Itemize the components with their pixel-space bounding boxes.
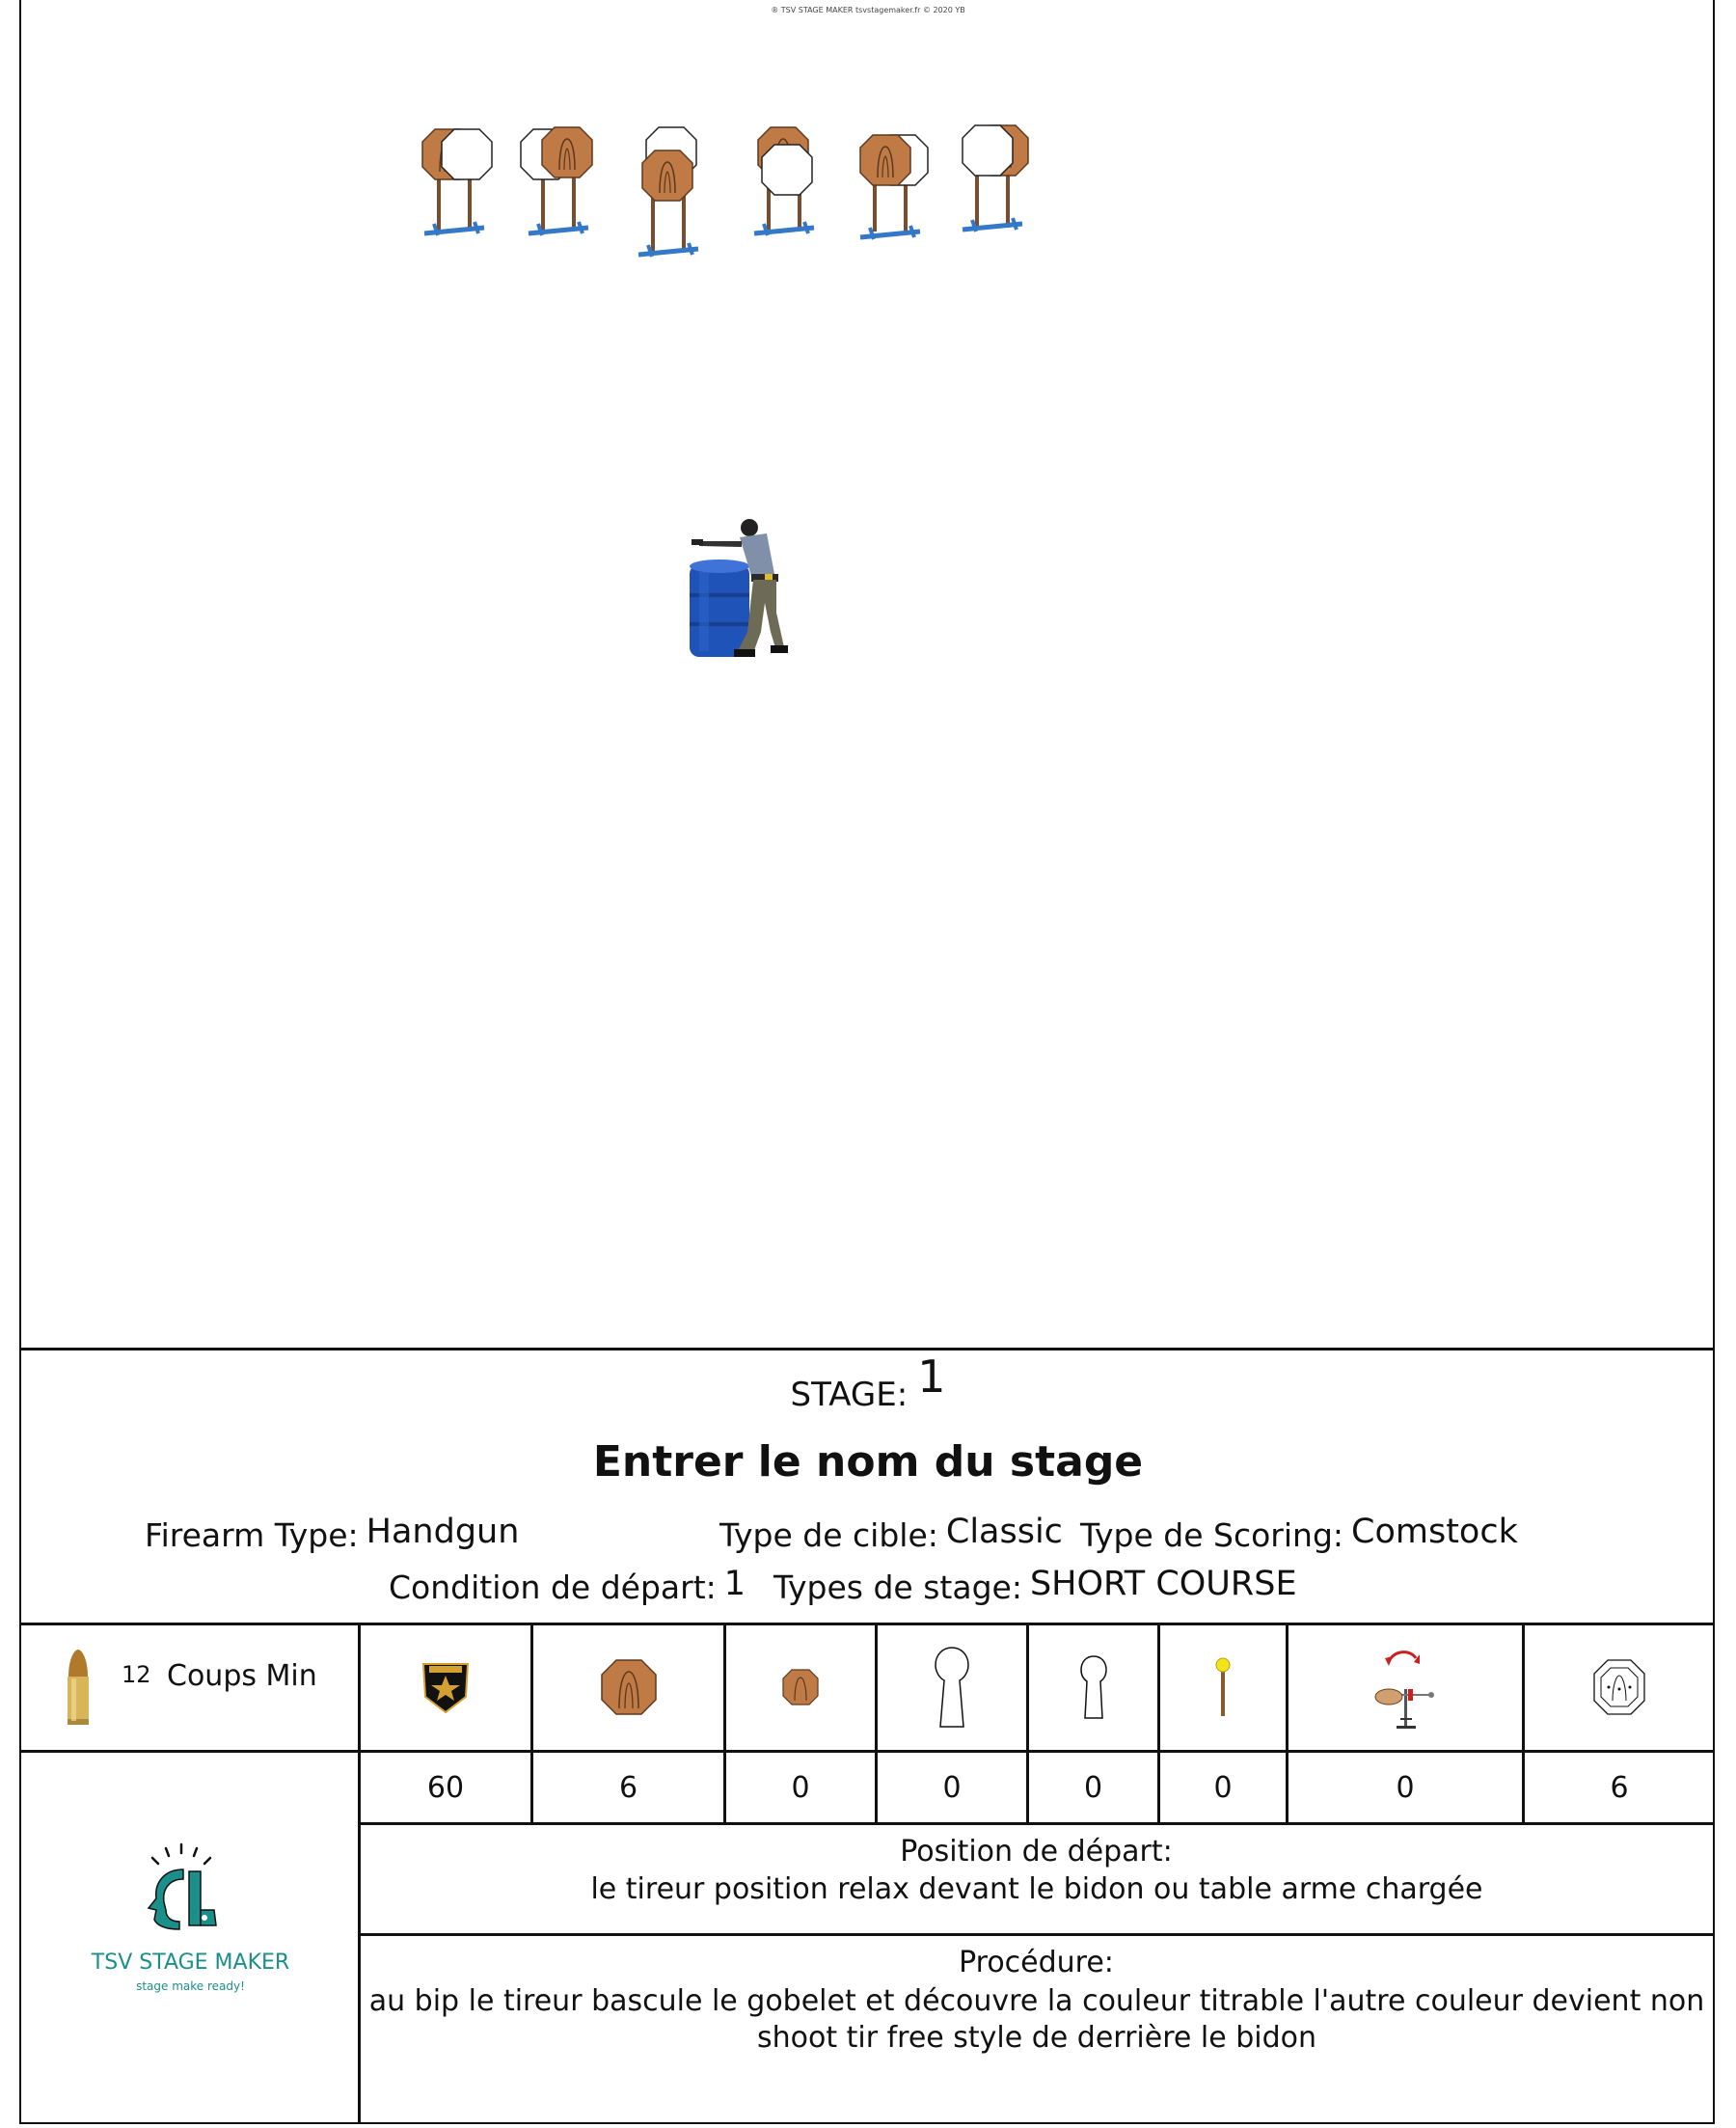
rounds-label: Coups Min [167,1659,317,1693]
target-type-label: Type de cible: [719,1516,938,1554]
start-condition-label: Condition de départ: [389,1569,717,1606]
start-condition-value: 1 [723,1565,746,1603]
steel-plate-icon [533,1625,723,1749]
position-title: Position de départ: [900,1835,1173,1869]
target-count: 0 [1083,1770,1103,1805]
divider [19,1348,1715,1350]
target-count: 0 [1396,1770,1415,1805]
steel-target-stand [638,127,698,257]
popper-icon [878,1625,1026,1749]
steel-target-stand [860,135,928,239]
target-count: 60 [426,1770,465,1805]
procedure-title: Procédure: [959,1946,1114,1979]
stage-type-label: Types de stage: [773,1569,1022,1606]
copyright-text: ® TSV STAGE MAKER tsvstagemaker.fr © 2020 YB [771,6,965,14]
steel-target-stand [754,127,814,235]
stage-type-field [773,1565,1297,1607]
tsv-logo-icon [141,1841,237,1937]
divider [359,1822,1715,1825]
firearm-type-value: Handgun [366,1513,520,1551]
scoring-type-value: Comstock [1351,1513,1518,1551]
badge-target-icon [361,1625,530,1749]
bullet-icon [64,1648,93,1727]
target-count: 0 [791,1770,810,1805]
logo-title: TSV STAGE MAKER [91,1951,290,1975]
firearm-type-field [145,1513,520,1555]
scoring-type-label: Type de Scoring: [1080,1516,1344,1554]
target-count: 6 [1610,1770,1629,1805]
stage-label [0,1350,1736,1416]
stage-label-text: STAGE: [790,1376,909,1414]
stage-type-value: SHORT COURSE [1029,1565,1297,1603]
swinger-target-icon [1288,1625,1522,1749]
steel-target-stand [963,125,1028,232]
logo-subtitle: stage make ready! [136,1979,245,1993]
position-text: le tireur position relax devant le bidon ou table arme chargée [590,1872,1483,1906]
target-count: 0 [1213,1770,1233,1805]
mini-popper-icon [1029,1625,1157,1749]
procedure-text-line2: shoot tir free style de derrière le bidon [756,2021,1317,2055]
shooter-with-barrel [680,516,805,661]
scoring-type-field [1080,1513,1518,1555]
small-steel-plate-icon [726,1625,875,1749]
procedure-text-line1: au bip le tireur bascule le gobelet et découvre la couleur titrable l'autre couleur devient non [368,1984,1705,2018]
stage-title: Entrer le nom du stage [592,1437,1144,1487]
target-count: 0 [942,1770,962,1805]
stage-number: 1 [917,1350,946,1403]
paper-target-icon [1525,1625,1714,1749]
barrel-icon [690,559,749,657]
divider [359,1933,1715,1936]
target-type-value: Classic [945,1513,1063,1551]
pin-target-icon [1160,1625,1286,1749]
target-type-field [719,1513,1063,1555]
start-condition-field [389,1565,746,1607]
rounds-count: 12 [122,1661,151,1688]
firearm-type-label: Firearm Type: [145,1516,359,1554]
steel-target-stand [521,127,592,235]
stage-diagram-targets [405,116,1042,270]
target-count: 6 [618,1770,638,1805]
steel-target-stand [422,129,492,235]
